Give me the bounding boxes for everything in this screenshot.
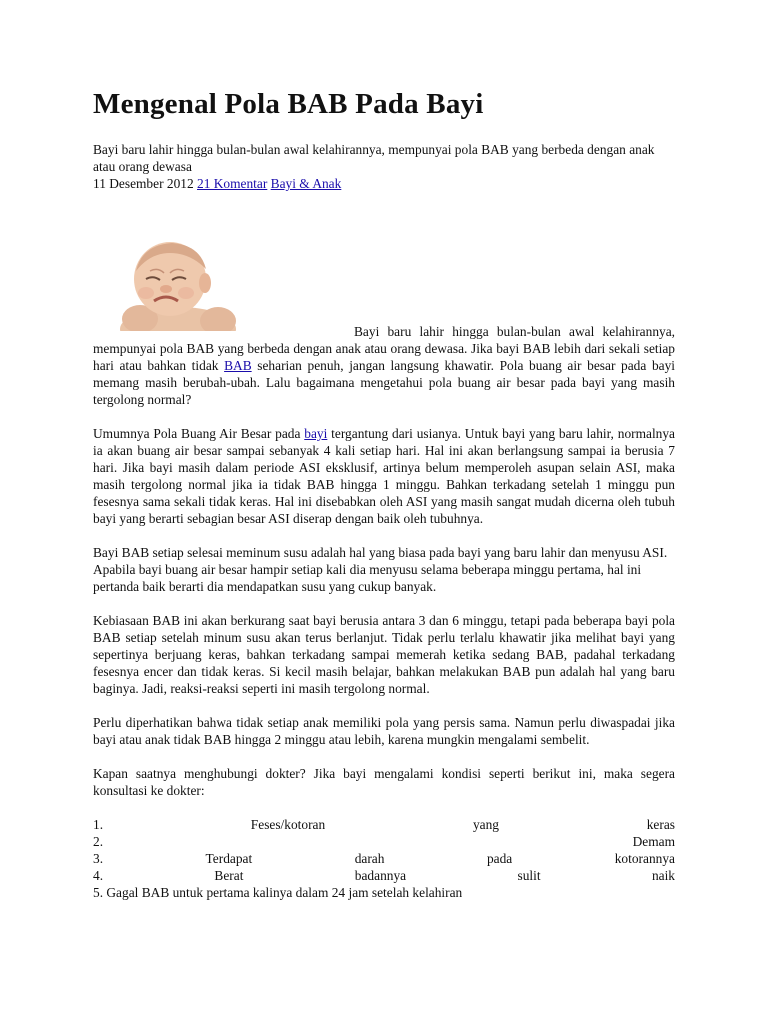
article-title: Mengenal Pola BAB Pada Bayi xyxy=(93,88,484,120)
intro-block xyxy=(93,192,675,408)
comments-link[interactable]: 21 Komentar xyxy=(197,176,268,191)
paragraph-6: Kapan saatnya menghubungi dokter? Jika bayi mengalami kondisi seperti berikut ini, maka segera konsultasi ke dokter: xyxy=(93,766,675,798)
crying-baby-photo xyxy=(120,241,237,331)
list-item: 3. Terdapat darah pada kotorannya xyxy=(93,851,675,866)
article-date: 11 Desember 2012 xyxy=(93,176,194,191)
paragraph-3: Bayi BAB setiap selesai meminum susu adalah hal yang biasa pada bayi yang baru lahir dan menyusu ASI. Apabila bayi buang air besar hampir setiap kali dia menyusu selama beberapa minggu pertama, hal ini pertanda baik berarti dia mendapatkan susu yang cukup banyak. xyxy=(93,545,668,594)
list-item: 2. Demam xyxy=(93,834,675,849)
category-link[interactable]: Bayi & Anak xyxy=(270,176,342,191)
paragraph-5: Perlu diperhatikan bahwa tidak setiap anak memiliki pola yang persis sama. Namun perlu diwaspadai jika bayi atau anak tidak BAB hingga 2 minggu atau lebih, karena mungkin mengalami sembelit. xyxy=(93,715,675,747)
baby-image-icon xyxy=(120,241,237,331)
bayi-link[interactable]: bayi xyxy=(304,426,328,441)
article xyxy=(93,86,675,901)
article-lead: Bayi baru lahir hingga bulan-bulan awal kelahirannya, mempunyai pola BAB yang berbeda dengan anak atau orang dewasa xyxy=(93,142,655,174)
paragraph-2: Umumnya Pola Buang Air Besar pada bayi tergantung dari usianya. Untuk bayi yang baru lahir, normalnya ia akan buang air besar sampai sebanyak 4 kali setiap hari. Hal ini akan berlangsung sampai ia berusia 7 hari. Jika bayi masih dalam periode ASI eksklusif, artinya belum memperoleh asupan selain ASI, maka masih tergolong normal jika ia tidak BAB hingga 1 minggu. Bahkan terkadang setelah 1 minggu pun fesesnya sama sekali tidak keras. Hal ini disebabkan oleh ASI yang masih sangat mudah dicerna oleh tubuh bayi yang berarti sebagian besar ASI diserap dengan baik oleh tubuhnya. xyxy=(93,426,676,526)
article-meta xyxy=(93,175,675,192)
list-item: 5. Gagal BAB untuk pertama kalinya dalam 24 jam setelah kelahiran xyxy=(93,885,463,900)
paragraph-4: Kebiasaan BAB ini akan berkurang saat bayi berusia antara 3 dan 6 minggu, tetapi pada beberapa bayi pola BAB setiap setelah minum susu akan terus berlanjut. Tidak perlu terlalu khawatir jika melihat bayi yang sepertinya berjuang keras, bahkan terkadang sampai memerah ketika sedang BAB, padahal terkadang fesesnya encer dan tidak keras. Si kecil masih belajar, bahkan melakukan BAB pun adalah hal yang baru baginya. Jadi, reaksi-reaksi seperti ini masih tergolong normal. xyxy=(93,613,675,696)
list-item: 1. Feses/kotoran yang keras xyxy=(93,817,675,832)
list-item: 4. Berat badannya sulit naik xyxy=(93,868,675,883)
bab-link[interactable]: BAB xyxy=(224,358,252,373)
symptom-list xyxy=(93,816,675,901)
paragraph-1: Bayi baru lahir hingga bulan-bulan awal kelahirannya, mempunyai pola BAB yang berbeda dengan anak atau orang dewasa. Jika bayi BAB lebih dari sekali setiap hari atau bahkan tidak BAB seharian penuh, jangan langsung khawatir. Pola buang air besar pada bayi memang masih berubah-ubah. Lalu bagaimana mengetahui pola buang air besar pada bayi yang masih tergolong normal? xyxy=(93,324,675,407)
